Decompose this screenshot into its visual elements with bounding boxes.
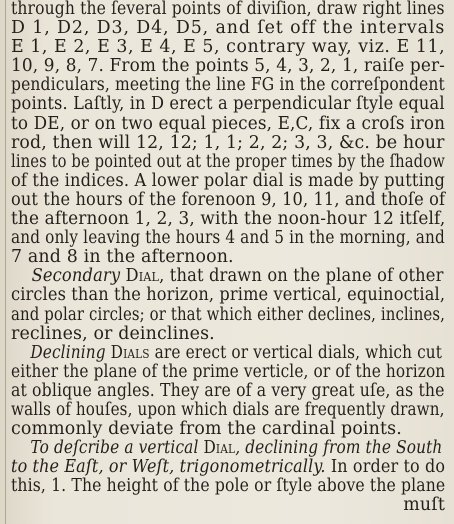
term-heading: Dials — [110, 342, 150, 363]
text-line — [11, 342, 443, 363]
text-line — [11, 399, 445, 420]
text-line — [11, 228, 445, 249]
text-run: circles than the horizon, prime vertical, equinoctial, — [11, 285, 446, 306]
text-run: and only leaving the hours 4 and 5 in the morning, and — [11, 228, 445, 249]
italic-run: To deſcribe a vertical — [30, 438, 204, 459]
text-line — [11, 75, 445, 96]
text-line — [11, 438, 443, 459]
text-run: rod, then will 12, 12; 1, 1; 2, 2; 3, 3, &c. be hour — [11, 132, 445, 153]
text-line — [11, 325, 449, 344]
text-line — [11, 457, 446, 478]
text-line — [11, 113, 446, 134]
text-run: out the hours of the forenoon 9, 10, 11, and thoſe of — [11, 189, 446, 210]
text-line — [11, 94, 445, 115]
text-run: either the plane of the prime verticle, or of the horizon — [11, 361, 446, 382]
italic-run: to the Eaſt, or Weſt, trigonometrically. — [11, 457, 326, 478]
text-run: lines to be pointed out at the proper times by the ſhadow — [11, 151, 445, 172]
text-run: are erect or vertical dials, which cut — [149, 342, 443, 363]
text-line — [11, 248, 449, 267]
text-line — [11, 38, 449, 57]
body-text — [11, 0, 449, 516]
term-heading: Dial — [203, 438, 236, 459]
text-line — [11, 476, 446, 497]
text-line — [11, 380, 445, 401]
text-run: points. Laſtly, in D erect a perpendicular ſtyle equal — [11, 94, 445, 115]
text-run: and polar circles; or that which either declines, inclines, — [11, 304, 445, 325]
italic-run: Secondary — [31, 266, 126, 287]
text-run: 10, 9, 8, 7. From the points 5, 4, 3, 2, 1, raiſe per- — [11, 56, 446, 77]
italic-run: , declining from the South — [235, 438, 443, 459]
text-line — [11, 19, 449, 38]
text-run: the afternoon 1, 2, 3, with the noon-hour 12 itſelf, — [11, 209, 446, 230]
text-run: of the indices. A lower polar dial is made by putting — [11, 170, 446, 191]
text-line — [11, 285, 446, 306]
catchword: muſt — [403, 495, 445, 516]
text-run: In order to do — [325, 457, 446, 478]
text-line — [11, 361, 446, 382]
text-line — [11, 266, 444, 287]
text-line — [11, 0, 445, 19]
italic-run: Declining — [30, 342, 111, 363]
text-line — [11, 151, 445, 172]
text-run: pendiculars, meeting the line FG in the correſpondent — [11, 75, 445, 96]
term-heading: Dial — [125, 266, 160, 287]
text-line — [11, 304, 445, 325]
text-line — [11, 209, 446, 230]
text-run: walls of houſes, upon which dials are frequently drawn, — [11, 399, 445, 420]
page-edge-rule — [5, 0, 6, 524]
text-line — [11, 420, 449, 439]
text-run: this, 1. The height of the pole or ſtyle above the plane — [11, 476, 446, 497]
text-run: at oblique angles. They are of a very great uſe, as the — [11, 380, 445, 401]
text-line — [11, 189, 446, 210]
text-run: D 1, D2, D3, D4, D5, and ſet off the intervals — [11, 18, 446, 39]
text-run: 7 and 8 in the afternoon. — [11, 247, 234, 268]
text-run: to DE, or on two equal pieces, E,C, fix a croſs iron — [11, 113, 446, 134]
text-run: commonly deviate from the cardinal points. — [11, 419, 402, 440]
text-line — [11, 134, 447, 153]
text-run: reclines, or deinclines. — [11, 323, 215, 344]
text-run: through the ſeveral points of diviſion, draw right lines — [11, 0, 445, 19]
text-line — [11, 170, 446, 191]
text-run: E 1, E 2, E 3, E 4, E 5, contrary way, viz. E 11, — [11, 37, 446, 58]
text-run: , that drawn on the plane of other — [159, 266, 444, 287]
text-line — [11, 56, 446, 77]
